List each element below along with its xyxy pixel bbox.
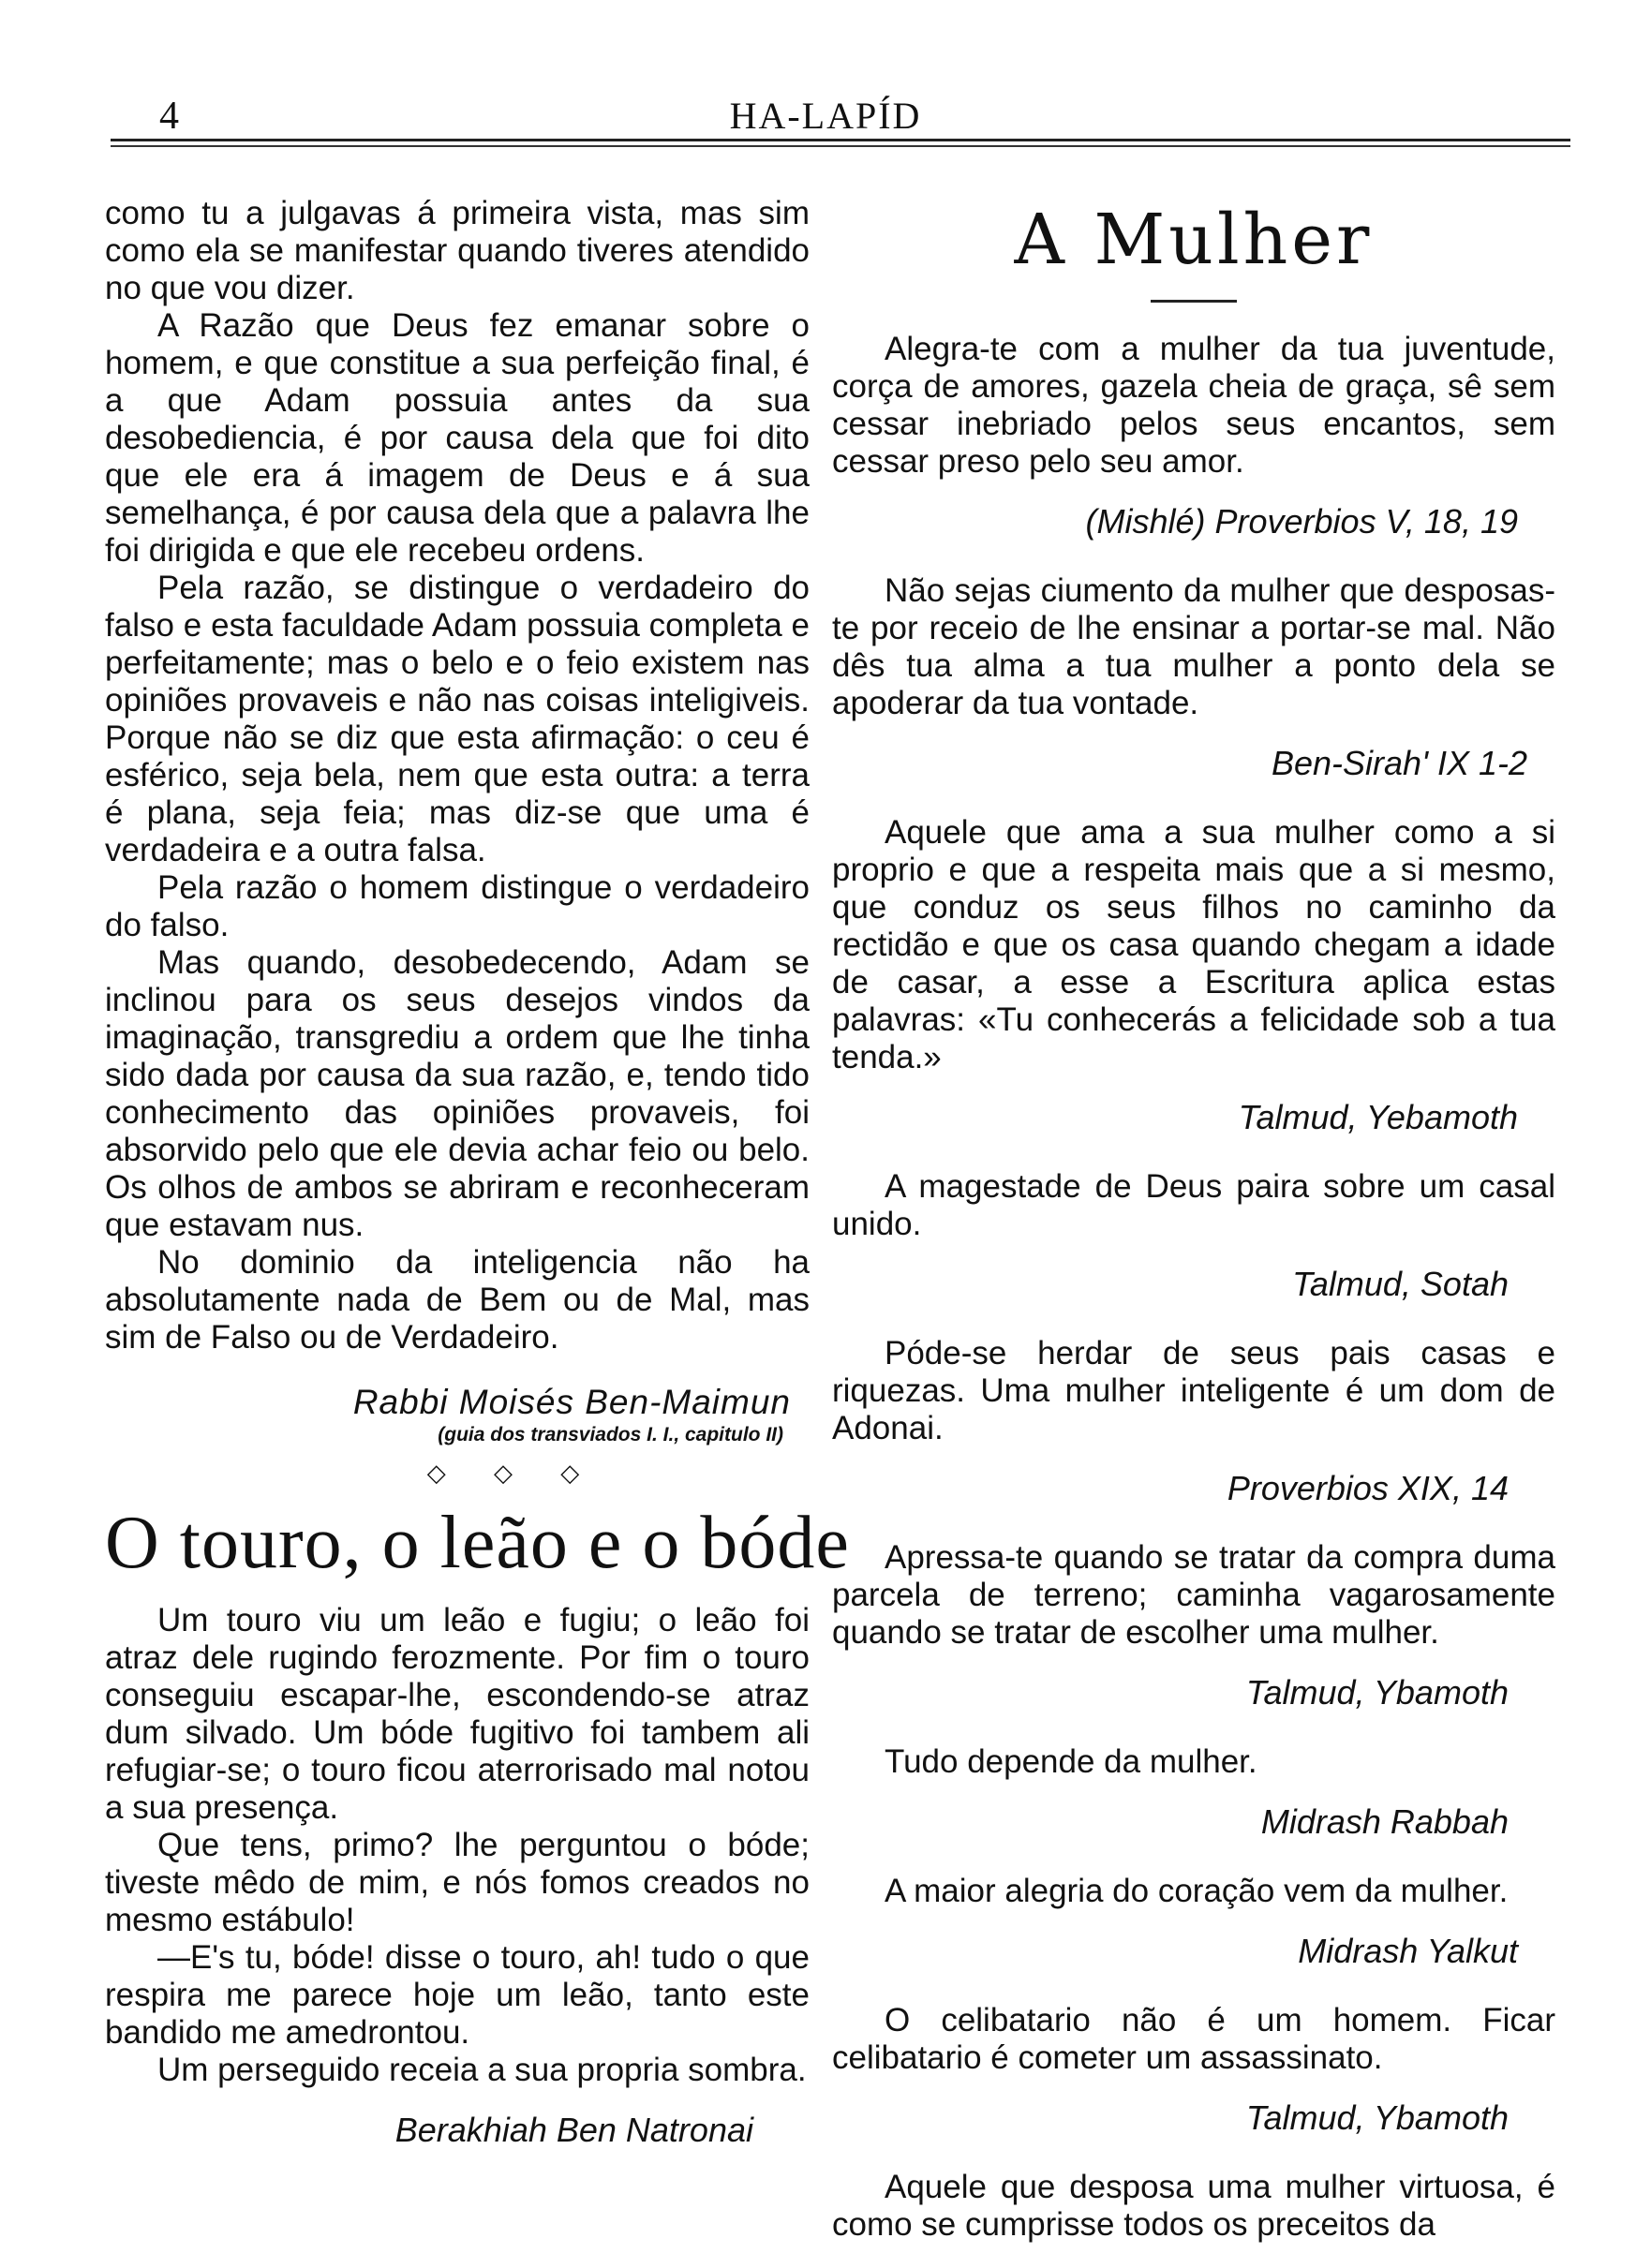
quote: Póde-se herdar de seus pais casas e riquezas. Uma mulher inteligente é um dom de Adonai. xyxy=(832,1335,1555,1446)
quote: Alegra-te com a mulher da tua juventude, corça de amores, gazela cheia de graça, sê sem cessar inebriado pelos seus encantos, sem cessar preso pelo seu amor. xyxy=(832,331,1555,480)
author-attribution: Rabbi Moisés Ben-Maimun xyxy=(352,1383,791,1421)
quote: O celibatario não é um homem. Ficar celibatario é cometer um assassinato. xyxy=(832,2002,1555,2076)
story-title: O touro, o leão e o bóde xyxy=(105,1502,850,1584)
quote-source: Ben-Sirah' IX 1-2 xyxy=(1271,744,1527,782)
right-column xyxy=(832,195,1555,2244)
quote-source: Talmud, Sotah xyxy=(1292,1265,1509,1303)
quote: Aquele que desposa uma mulher virtuosa, é como se cumprisse todos os preceitos da xyxy=(832,2169,1555,2243)
quote-source: Midrash Yalkut xyxy=(1298,1932,1518,1970)
quote: A maior alegria do coração vem da mulher. xyxy=(885,1873,1509,1909)
quote: A magestade de Deus paira sobre um casal unido. xyxy=(832,1168,1555,1242)
paragraph: Um touro viu um leão e fugiu; o leão foi atraz dele rugindo ferozmente. Por fim o touro conseguiu escapar-lhe, escondendo-se atraz dum silvado. Um bóde fugitivo foi tambem ali refugiar-se; o touro ficou aterrorisado mal notou a sua presença. xyxy=(105,1602,810,1826)
page-number: 4 xyxy=(159,95,179,138)
quote: Apressa-te quando se tratar da compra duma parcela de terreno; caminha vagarosamente quando se tratar de escolher uma mulher. xyxy=(832,1539,1555,1651)
quote-source: Talmud, Yebamoth xyxy=(1238,1098,1518,1136)
quote-source: Talmud, Ybamoth xyxy=(1245,2098,1509,2137)
paragraph: como tu a julgavas á primeira vista, mas sim como ela se manifestar quando tiveres atendido no que vou dizer. xyxy=(105,195,810,306)
quote-source: Proverbios XIX, 14 xyxy=(1227,1469,1509,1507)
left-column xyxy=(105,195,850,2149)
paragraph: Um perseguido receia a sua propria sombra. xyxy=(157,2052,807,2088)
paragraph: Mas quando, desobedecendo, Adam se inclinou para os seus desejos vindos da imaginação, transgrediu a ordem que lhe tinha sido dada por causa da sua razão, e, tendo tido conhecimento das opiniões provaveis, foi absorvido pelo que ele devia achar feio ou belo. Os olhos de ambos se abriram e reconheceram que estavam nus. xyxy=(105,944,810,1243)
paragraph: Pela razão, se distingue o verdadeiro do falso e esta faculdade Adam possuia completa e perfeitamente; mas o belo e o feio existem nas opiniões provaveis e não nas coisas inteligiveis. Porque não se diz que esta afirmação: o ceu é esférico, seja bela, nem que esta outra: a terra é plana, seja feia; mas diz-se que uma é verdadeira e a outra falsa. xyxy=(105,570,810,868)
quote: Tudo depende da mulher. xyxy=(885,1743,1257,1780)
quote-source: (Mishlé) Proverbios V, 18, 19 xyxy=(1085,502,1518,541)
header-rule-secondary xyxy=(111,145,1570,147)
paragraph: A Razão que Deus fez emanar sobre o homem, e que constitue a sua perfeição final, é a que Adam possuia antes da sua desobediencia, é por causa dela que foi dito que ele era á imagem de Deus e á sua semelhança, é por causa dela que a palavra lhe foi dirigida e que ele recebeu ordens. xyxy=(105,307,810,569)
paragraph: —E's tu, bóde! disse o touro, ah! tudo o que respira me parece hoje um leão, tanto este bandido me amedrontou. xyxy=(105,1939,810,2051)
quote-source: Midrash Rabbah xyxy=(1260,1802,1509,1841)
header-rule xyxy=(111,139,1570,141)
section-title: A Mulher xyxy=(1014,200,1374,280)
paragraph: No dominio da inteligencia não ha absolutamente nada de Bem ou de Mal, mas sim de Falso ou de Verdadeiro. xyxy=(105,1244,810,1356)
source-citation: (guia dos transviados I. I., capitulo II) xyxy=(438,1424,783,1445)
paragraph: Pela razão o homem distingue o verdadeiro do falso. xyxy=(105,869,810,943)
quote: Não sejas ciumento da mulher que desposas-te por receio de lhe ensinar a portar-se mal. Não dês tua alma a tua mulher a ponto dela se apoderar da tua vontade. xyxy=(832,572,1555,721)
paragraph: Que tens, primo? lhe perguntou o bóde; tiveste mêdo de mim, e nós fomos creados no mesmo estábulo! xyxy=(105,1827,810,1938)
story-author: Berakhiah Ben Natronai xyxy=(394,2111,753,2149)
quote-source: Talmud, Ybamoth xyxy=(1245,1673,1509,1712)
journal-title: HA-LAPÍD xyxy=(729,95,922,137)
quote: Aquele que ama a sua mulher como a si proprio e que a respeita mais que a si mesmo, que conduz os seus filhos no caminho da rectidão e que os casa quando chegam a idade de casar, a esse a Escritura aplica estas palavras: «Tu conhecerás a felicidade sob a tua tenda.» xyxy=(832,814,1555,1075)
title-rule xyxy=(1151,300,1237,303)
ornament-divider: ◇ ◇ ◇ xyxy=(426,1459,601,1487)
